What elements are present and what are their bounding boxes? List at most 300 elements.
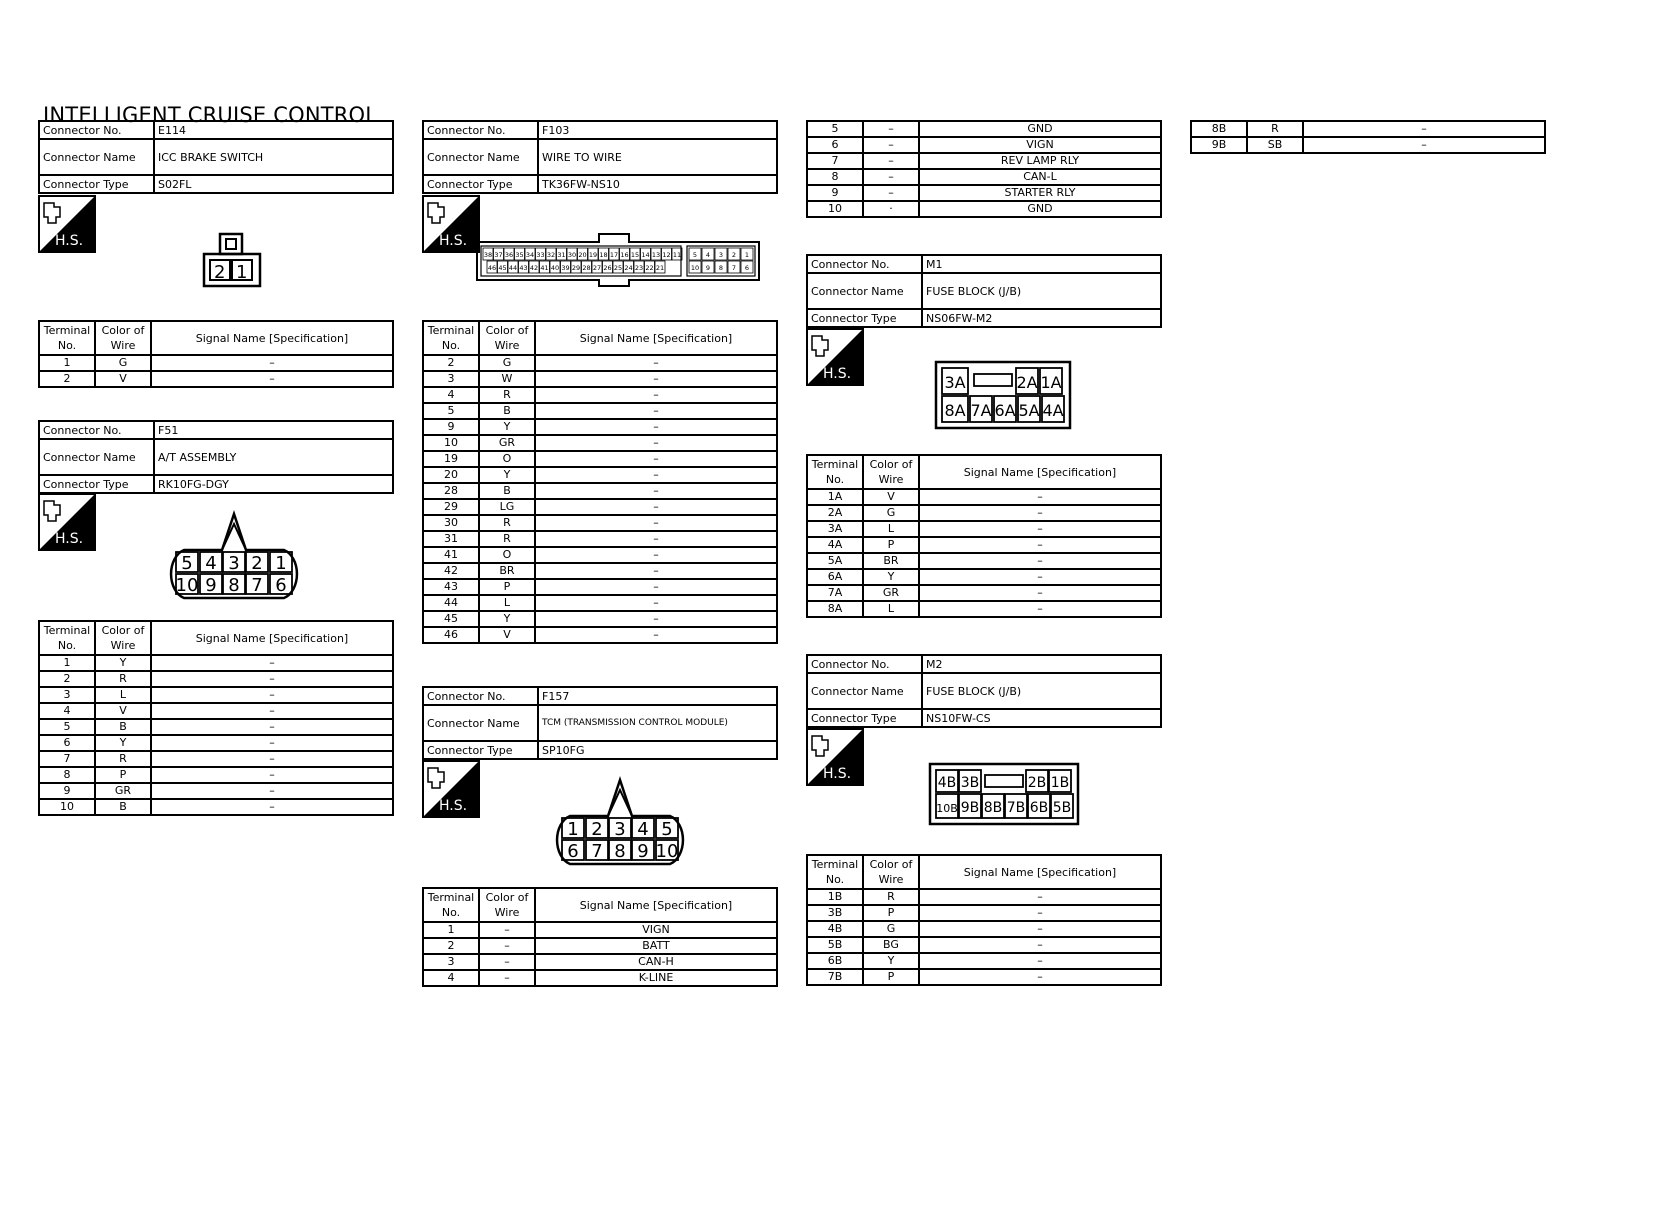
pin-label: 10B: [936, 802, 958, 815]
table-cell: –: [919, 937, 1161, 953]
table-row: [39, 671, 393, 687]
table-cell: BATT: [535, 938, 777, 954]
terminal-no-header: Terminal No.: [807, 455, 863, 489]
pin-label: 36: [504, 251, 514, 259]
pin-label: 5: [661, 819, 673, 840]
pin-label: 9: [205, 575, 217, 596]
table-cell: 9: [39, 783, 95, 799]
table-row: [39, 751, 393, 767]
table-cell: O: [479, 451, 535, 467]
pin-label: 6: [567, 841, 579, 862]
table-cell: P: [863, 537, 919, 553]
table-cell: –: [535, 419, 777, 435]
table-cell: –: [151, 355, 393, 371]
connector-info-e114: [38, 120, 394, 194]
table-cell: ·: [863, 201, 919, 217]
table-cell: Y: [479, 611, 535, 627]
pin-label: 3: [718, 251, 724, 259]
table-cell: V: [95, 703, 151, 719]
table-cell: –: [535, 627, 777, 643]
pin-label: 24: [624, 264, 633, 272]
connector-name-value: WIRE TO WIRE: [538, 139, 777, 175]
pin-label: 4: [705, 251, 711, 259]
connector-face-f157: [546, 776, 694, 868]
signal-name-header: Signal Name [Specification]: [535, 321, 777, 355]
table-cell: GND: [919, 121, 1161, 137]
pin-label: 7: [591, 841, 603, 862]
table-cell: –: [479, 954, 535, 970]
pin-label: 15: [630, 251, 640, 259]
connector-name-label: Connector Name: [39, 439, 154, 475]
table-row: [423, 387, 777, 403]
table-cell: 3B: [807, 905, 863, 921]
signal-name-header: Signal Name [Specification]: [151, 621, 393, 655]
pin-label: 8B: [983, 800, 1003, 816]
table-cell: BG: [863, 937, 919, 953]
connector-name-value: TCM (TRANSMISSION CONTROL MODULE): [538, 705, 777, 741]
pin-label: 2: [214, 262, 226, 283]
terminal-no-header: Terminal No.: [423, 888, 479, 922]
table-cell: –: [535, 483, 777, 499]
table-cell: 5: [423, 403, 479, 419]
connector-type-label: Connector Type: [807, 709, 922, 727]
table-cell: R: [479, 387, 535, 403]
table-cell: –: [535, 579, 777, 595]
pin-label: 4: [205, 553, 217, 574]
table-cell: –: [863, 153, 919, 169]
hs-harness-icon: [422, 195, 480, 253]
table-row: [807, 953, 1161, 969]
hs-label: H.S.: [823, 366, 852, 382]
table-row: [807, 969, 1161, 985]
table-cell: –: [535, 595, 777, 611]
table-row: [1191, 137, 1545, 153]
table-cell: 1B: [807, 889, 863, 905]
pin-label: 12: [662, 251, 671, 259]
table-cell: –: [1303, 121, 1545, 137]
table-cell: 1: [39, 655, 95, 671]
pin-label: 14: [641, 251, 650, 259]
pin-label: 37: [494, 251, 503, 259]
connector-no-value: F103: [538, 121, 777, 139]
connector-face-e114: [200, 232, 264, 290]
table-row: [39, 799, 393, 815]
hs-harness-icon: [806, 728, 864, 786]
pin-label: 10: [655, 841, 679, 862]
table-cell: –: [479, 938, 535, 954]
table-cell: 1: [423, 922, 479, 938]
terminal-table-m2-continued: [1190, 120, 1546, 154]
table-cell: Y: [863, 953, 919, 969]
table-row: [39, 687, 393, 703]
table-row: [39, 767, 393, 783]
connector-name-label: Connector Name: [423, 705, 538, 741]
signal-name-header: Signal Name [Specification]: [151, 321, 393, 355]
pin-label: 39: [561, 264, 570, 272]
table-cell: 7B: [807, 969, 863, 985]
table-row: [807, 937, 1161, 953]
table-cell: –: [919, 889, 1161, 905]
table-row: [807, 889, 1161, 905]
table-row: [423, 451, 777, 467]
connector-type-label: Connector Type: [423, 741, 538, 759]
pin-label: 7B: [1006, 800, 1026, 816]
table-cell: R: [479, 531, 535, 547]
connector-no-label: Connector No.: [807, 655, 922, 673]
pin-label: 3: [228, 553, 240, 574]
color-of-wire-header: Color of Wire: [863, 455, 919, 489]
table-cell: P: [479, 579, 535, 595]
table-cell: 9B: [1191, 137, 1247, 153]
connector-type-value: RK10FG-DGY: [154, 475, 393, 493]
table-cell: 8B: [1191, 121, 1247, 137]
pin-label: 16: [620, 251, 629, 259]
table-cell: 8: [39, 767, 95, 783]
table-row: [423, 627, 777, 643]
connector-name-value: ICC BRAKE SWITCH: [154, 139, 393, 175]
table-row: [423, 563, 777, 579]
table-cell: 9: [423, 419, 479, 435]
terminal-table-m2: [806, 854, 1162, 986]
table-cell: 45: [423, 611, 479, 627]
connector-info-f157: [422, 686, 778, 760]
table-cell: REV LAMP RLY: [919, 153, 1161, 169]
table-cell: 43: [423, 579, 479, 595]
table-cell: 42: [423, 563, 479, 579]
table-cell: 7: [807, 153, 863, 169]
table-cell: BR: [479, 563, 535, 579]
pin-label: 20: [578, 251, 587, 259]
table-cell: 6A: [807, 569, 863, 585]
table-cell: GR: [95, 783, 151, 799]
table-row: [423, 954, 777, 970]
table-row: [807, 553, 1161, 569]
pin-label: 10: [175, 575, 199, 596]
table-cell: 41: [423, 547, 479, 563]
table-cell: 4: [39, 703, 95, 719]
pin-label: 23: [634, 264, 644, 272]
pin-label: 1: [275, 553, 287, 574]
table-cell: L: [479, 595, 535, 611]
pin-label: 5B: [1052, 800, 1072, 816]
table-cell: R: [863, 889, 919, 905]
terminal-table-f157-continued: [806, 120, 1162, 218]
table-cell: –: [919, 505, 1161, 521]
table-cell: 7: [39, 751, 95, 767]
connector-face-m1: [934, 360, 1072, 430]
color-of-wire-header: Color of Wire: [479, 888, 535, 922]
table-row: [807, 137, 1161, 153]
table-cell: V: [863, 489, 919, 505]
pin-label: 10: [690, 264, 700, 272]
table-row: [423, 371, 777, 387]
table-cell: 20: [423, 467, 479, 483]
pin-label: 6: [744, 264, 750, 272]
table-cell: Y: [863, 569, 919, 585]
connector-no-value: M2: [922, 655, 1161, 673]
table-cell: 5B: [807, 937, 863, 953]
pin-label: 41: [540, 264, 549, 272]
table-cell: G: [479, 355, 535, 371]
pin-label: 1: [567, 819, 579, 840]
pin-label: 1B: [1050, 775, 1070, 791]
terminal-table-m1: [806, 454, 1162, 618]
signal-name-header: Signal Name [Specification]: [919, 855, 1161, 889]
pin-label: 3A: [944, 373, 966, 392]
table-cell: GR: [863, 585, 919, 601]
table-cell: R: [1247, 121, 1303, 137]
terminal-table-f157: [422, 887, 778, 987]
pin-label: 21: [655, 264, 665, 272]
table-cell: GR: [479, 435, 535, 451]
pin-label: 8: [614, 841, 626, 862]
table-cell: 44: [423, 595, 479, 611]
table-row: [423, 579, 777, 595]
table-row: [423, 403, 777, 419]
hs-harness-icon: [38, 195, 96, 253]
pin-label: 26: [603, 264, 612, 272]
table-cell: 6B: [807, 953, 863, 969]
table-cell: G: [863, 505, 919, 521]
terminal-table-e114: [38, 320, 394, 388]
table-cell: –: [479, 922, 535, 938]
connector-type-value: NS10FW-CS: [922, 709, 1161, 727]
connector-info-f103: [422, 120, 778, 194]
table-row: [39, 783, 393, 799]
table-cell: –: [919, 953, 1161, 969]
terminal-no-header: Terminal No.: [807, 855, 863, 889]
connector-info-m1: [806, 254, 1162, 328]
table-row: [39, 371, 393, 387]
table-row: [807, 905, 1161, 921]
pin-label: 5A: [1018, 401, 1040, 420]
table-cell: 4A: [807, 537, 863, 553]
table-row: [423, 515, 777, 531]
table-cell: –: [535, 403, 777, 419]
pin-label: 9: [637, 841, 649, 862]
table-cell: GND: [919, 201, 1161, 217]
table-row: [423, 355, 777, 371]
table-row: [423, 483, 777, 499]
connector-no-label: Connector No.: [39, 421, 154, 439]
color-of-wire-header: Color of Wire: [95, 621, 151, 655]
table-row: [807, 185, 1161, 201]
table-cell: 10: [423, 435, 479, 451]
table-row: [39, 655, 393, 671]
table-cell: 4B: [807, 921, 863, 937]
table-cell: O: [479, 547, 535, 563]
table-cell: SB: [1247, 137, 1303, 153]
table-cell: VIGN: [919, 137, 1161, 153]
table-cell: –: [535, 499, 777, 515]
table-row: [39, 719, 393, 735]
table-cell: 4: [423, 387, 479, 403]
table-cell: –: [479, 970, 535, 986]
table-cell: P: [863, 905, 919, 921]
signal-name-header: Signal Name [Specification]: [535, 888, 777, 922]
hs-harness-icon: [806, 328, 864, 386]
pin-label: 18: [599, 251, 608, 259]
table-cell: 5A: [807, 553, 863, 569]
table-row: [423, 531, 777, 547]
table-cell: 2: [423, 355, 479, 371]
table-cell: –: [151, 767, 393, 783]
pin-label: 40: [550, 264, 560, 272]
table-cell: Y: [479, 467, 535, 483]
table-cell: 8: [807, 169, 863, 185]
table-cell: 6: [39, 735, 95, 751]
table-cell: –: [151, 671, 393, 687]
table-row: [423, 467, 777, 483]
table-cell: P: [863, 969, 919, 985]
table-cell: –: [151, 371, 393, 387]
connector-name-value: FUSE BLOCK (J/B): [922, 673, 1161, 709]
table-cell: –: [151, 703, 393, 719]
pin-label: 19: [588, 251, 598, 259]
table-cell: –: [863, 185, 919, 201]
pin-label: 6: [275, 575, 287, 596]
table-row: [807, 601, 1161, 617]
pin-label: 44: [508, 264, 518, 272]
table-cell: 9: [807, 185, 863, 201]
table-cell: –: [863, 137, 919, 153]
table-cell: –: [535, 563, 777, 579]
table-cell: 29: [423, 499, 479, 515]
table-cell: –: [535, 371, 777, 387]
connector-name-label: Connector Name: [423, 139, 538, 175]
hs-harness-icon: [38, 493, 96, 551]
connector-name-value: A/T ASSEMBLY: [154, 439, 393, 475]
connector-type-label: Connector Type: [807, 309, 922, 327]
table-cell: 4: [423, 970, 479, 986]
pin-label: 2A: [1016, 373, 1038, 392]
table-cell: –: [535, 387, 777, 403]
table-row: [423, 611, 777, 627]
table-row: [423, 970, 777, 986]
table-cell: G: [95, 355, 151, 371]
pin-label: 4A: [1042, 401, 1064, 420]
table-cell: 6: [807, 137, 863, 153]
table-cell: 10: [39, 799, 95, 815]
table-row: [807, 121, 1161, 137]
table-cell: CAN-H: [535, 954, 777, 970]
pin-label: 31: [557, 251, 566, 259]
table-cell: V: [479, 627, 535, 643]
connector-info-f51: [38, 420, 394, 494]
table-cell: 8A: [807, 601, 863, 617]
table-row: [423, 547, 777, 563]
table-cell: Y: [95, 655, 151, 671]
table-cell: –: [919, 521, 1161, 537]
table-cell: –: [151, 751, 393, 767]
connector-face-m2: [928, 762, 1080, 826]
pin-label: 6B: [1029, 800, 1049, 816]
connector-no-value: F51: [154, 421, 393, 439]
connector-no-value: E114: [154, 121, 393, 139]
connector-no-label: Connector No.: [423, 121, 538, 139]
table-cell: –: [863, 169, 919, 185]
connector-no-label: Connector No.: [807, 255, 922, 273]
pin-label: 32: [546, 251, 556, 259]
pin-label: 46: [487, 264, 497, 272]
pin-label: 27: [592, 264, 602, 272]
table-cell: R: [479, 515, 535, 531]
table-row: [39, 355, 393, 371]
table-cell: 3: [423, 954, 479, 970]
table-cell: R: [95, 751, 151, 767]
table-cell: –: [919, 553, 1161, 569]
pin-label: 3: [614, 819, 626, 840]
table-cell: L: [95, 687, 151, 703]
connector-name-label: Connector Name: [39, 139, 154, 175]
connector-type-label: Connector Type: [423, 175, 538, 193]
connector-type-value: TK36FW-NS10: [538, 175, 777, 193]
pin-label: 2: [591, 819, 603, 840]
pin-label: 1A: [1040, 373, 1062, 392]
connector-no-label: Connector No.: [39, 121, 154, 139]
pin-label: 22: [645, 264, 654, 272]
pin-label: 4B: [937, 775, 957, 791]
pin-label: 2: [251, 553, 263, 574]
table-cell: 19: [423, 451, 479, 467]
table-row: [1191, 121, 1545, 137]
pin-label: 4: [637, 819, 649, 840]
table-cell: R: [95, 671, 151, 687]
table-cell: 5: [39, 719, 95, 735]
table-row: [807, 921, 1161, 937]
table-cell: –: [1303, 137, 1545, 153]
connector-type-value: S02FL: [154, 175, 393, 193]
pin-label: 5: [181, 553, 193, 574]
table-cell: –: [151, 735, 393, 751]
pin-label: 8: [228, 575, 240, 596]
table-row: [807, 489, 1161, 505]
table-row: [39, 703, 393, 719]
terminal-table-f103: [422, 320, 778, 644]
pin-label: 29: [571, 264, 581, 272]
table-cell: –: [919, 969, 1161, 985]
table-cell: –: [919, 905, 1161, 921]
hs-label: H.S.: [439, 233, 468, 249]
table-cell: B: [95, 799, 151, 815]
table-cell: –: [535, 451, 777, 467]
table-cell: 31: [423, 531, 479, 547]
table-cell: 2A: [807, 505, 863, 521]
table-cell: 2: [39, 671, 95, 687]
hs-label: H.S.: [55, 531, 84, 547]
hs-label: H.S.: [55, 233, 84, 249]
pin-label: 6A: [994, 401, 1016, 420]
table-cell: VIGN: [535, 922, 777, 938]
hs-label: H.S.: [439, 798, 468, 814]
table-row: [423, 499, 777, 515]
table-cell: –: [535, 515, 777, 531]
table-cell: 7A: [807, 585, 863, 601]
pin-label: 9B: [960, 800, 980, 816]
table-row: [423, 419, 777, 435]
table-cell: L: [863, 521, 919, 537]
table-cell: –: [919, 601, 1161, 617]
color-of-wire-header: Color of Wire: [863, 855, 919, 889]
table-row: [807, 169, 1161, 185]
table-cell: 10: [807, 201, 863, 217]
pin-label: 11: [672, 251, 682, 259]
table-row: [807, 201, 1161, 217]
table-cell: L: [863, 601, 919, 617]
table-cell: –: [151, 783, 393, 799]
table-cell: –: [919, 537, 1161, 553]
pin-label: 1: [744, 251, 750, 259]
